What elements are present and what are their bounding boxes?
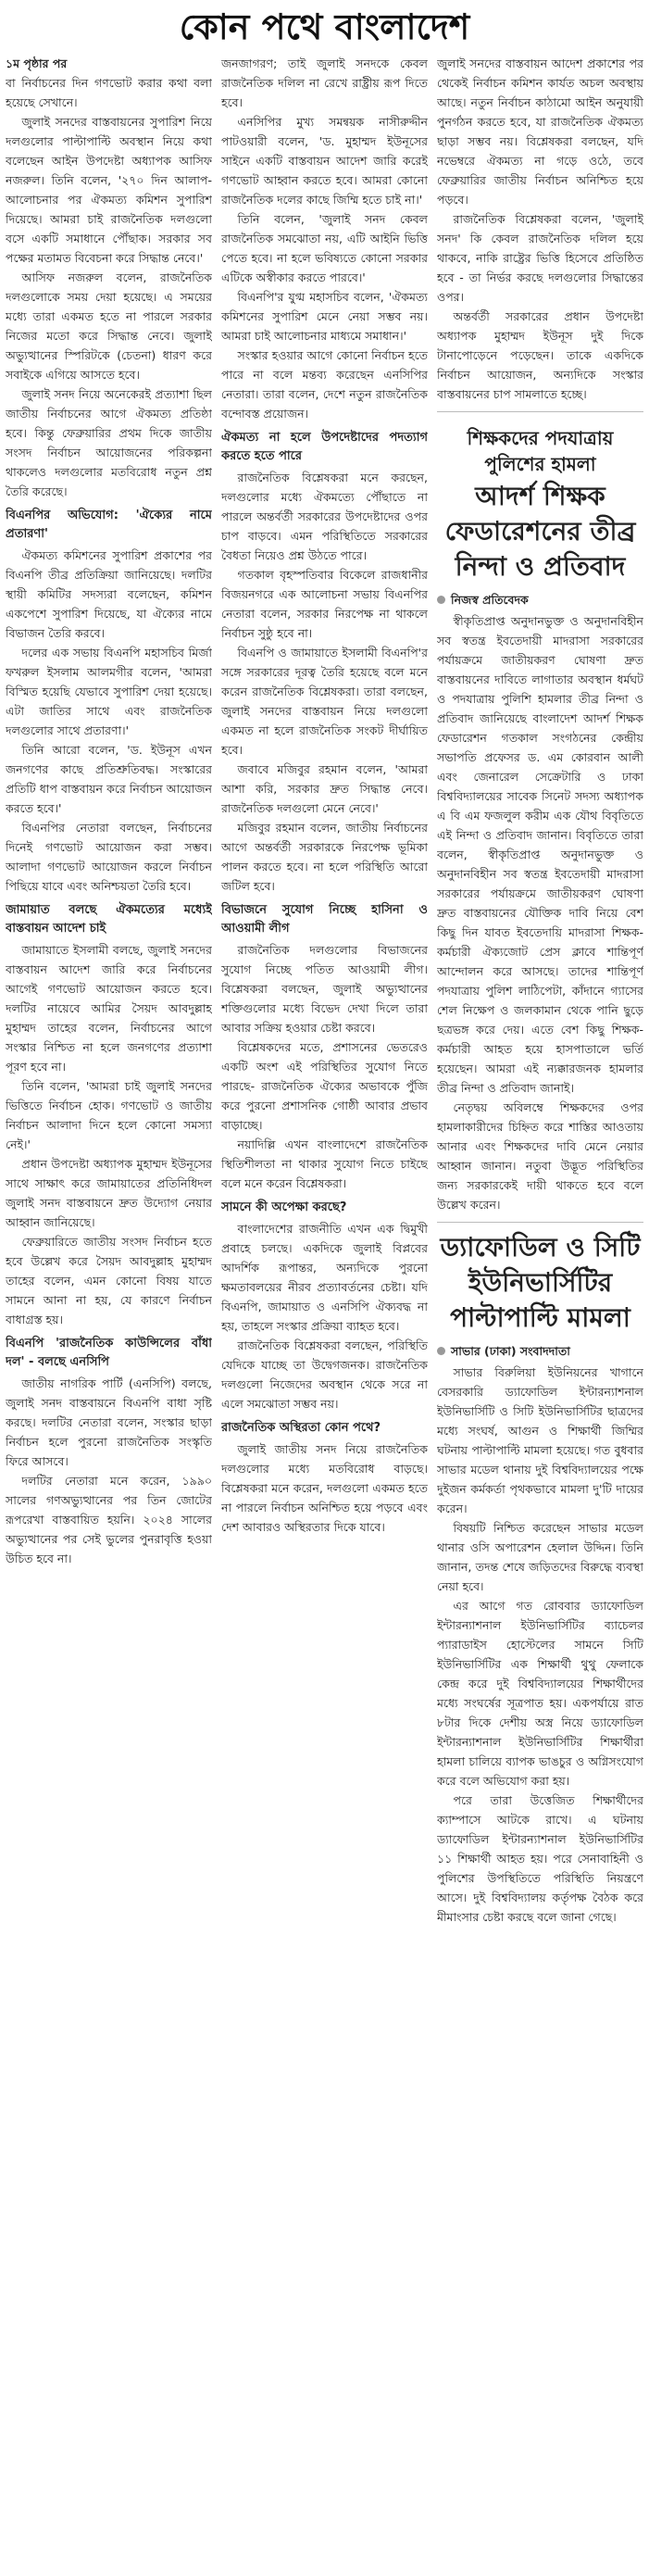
headline: ড্যাফোডিল ও সিটি ইউনিভার্সিটির পাল্টাপাল্টি মামলা bbox=[440, 1232, 641, 1333]
paragraph: নয়াদিল্লি এখন বাংলাদেশে রাজনৈতিক স্থিতিশীলতা না থাকার সুযোগ নিতে চাইছে বলে মনে করেন বিশ্লেষকরা। bbox=[221, 1137, 428, 1190]
paragraph: সংস্কার হওয়ার আগে কোনো নির্বাচন হতে পারে না বলে মন্তব্য করেছেন এনসিপির নেতারা। তারা বলেন, দেশে নতুন রাজনৈতিক বন্দোবস্ত প্রয়োজন। bbox=[221, 348, 428, 421]
divider bbox=[437, 1222, 643, 1223]
subheading: ঐকমত্য না হলে উপদেষ্টাদের পদত্যাগ করতে হতে পারে bbox=[221, 431, 428, 463]
paragraph: রাজনৈতিক বিশ্লেষকরা বলেন, 'জুলাই সনদ' কি কেবল রাজনৈতিক দলিল হয়ে থাকবে, নাকি রাষ্ট্রের ভিত্তি হিসেবে প্রতিষ্ঠিত হবে - তা নির্ভর করছে দলগুলোর সিদ্ধান্তের ওপর। bbox=[437, 212, 643, 304]
paragraph: মজিবুর রহমান বলেন, জাতীয় নির্বাচনের আগে অন্তর্বর্তী সরকারকে নিরপেক্ষ ভূমিকা পালন করতে হবে। না হলে পরিস্থিতি আরো জটিল হবে। bbox=[221, 821, 428, 893]
paragraph: রাজনৈতিক বিশ্লেষকরা মনে করছেন, দলগুলোর মধ্যে ঐকমত্যে পৌঁছাতে না পারলে অন্তর্বর্তী সরকারের উপদেষ্টাদের ওপর চাপ বাড়বে। এমন পরিস্থিতিতে সরকারের বৈধতা নিয়েও প্রশ্ন উঠতে পারে। bbox=[221, 471, 428, 562]
bullet-dot-icon bbox=[437, 596, 445, 604]
paragraph: জবাবে মজিবুর রহমান বলেন, 'আমরা আশা করি, সরকার দ্রুত সিদ্ধান্ত নেবে। রাজনৈতিক দলগুলো মেনে নেবে।' bbox=[221, 762, 428, 815]
paragraph: জামায়াতে ইসলামী বলছে, জুলাই সনদের বাস্তবায়ন আদেশ জারি করে নির্বাচনের আগেই গণভোট আয়োজন করতে হবে। দলটির নায়েবে আমির সৈয়দ আবদুল্লাহ মুহাম্মদ তাহের বলেন, নির্বাচনের আগে সংস্কার নিশ্চিত না হলে জনগণের প্রত্যাশা পূরণ হবে না। bbox=[6, 943, 212, 1074]
paragraph: অন্তর্বর্তী সরকারের প্রধান উপদেষ্টা অধ্যাপক মুহাম্মদ ইউনূস দুই দিকে টানাপোড়েনে পড়েছেন। তাকে একদিকে নির্বাচন আয়োজন, অন্যদিকে সংস্কার বাস্তবায়নের চাপ সামলাতে হচ্ছে। bbox=[437, 309, 643, 401]
paragraph: তিনি বলেন, 'আমরা চাই জুলাই সনদের ভিত্তিতে নির্বাচন হোক। গণভোট ও জাতীয় নির্বাচন আলাদা দিনে হলে কোনো সমস্যা নেই।' bbox=[6, 1079, 212, 1151]
subheading: জামায়াত বলছে ঐকমত্যের মধ্যেই বাস্তবায়ন আদেশ চাই bbox=[6, 903, 212, 936]
headline: আদর্শ শিক্ষক ফেডারেশনের তীব্র নিন্দা ও প্রতিবাদ bbox=[444, 481, 636, 582]
paragraph: বিষয়টি নিশ্চিত করেছেন সাভার মডেল থানার ওসি অপারেশন হেলাল উদ্দিন। তিনি জানান, তদন্ত শেষে জড়িতদের বিরুদ্ধে ব্যবস্থা নেয়া হবে। bbox=[437, 1521, 643, 1593]
subheading: রাজনৈতিক অস্থিরতা কোন পথে? bbox=[221, 1421, 381, 1435]
article-columns bbox=[0, 54, 649, 2569]
paragraph: তিনি আরো বলেন, 'ড. ইউনূস এখন জনগণের কাছে প্রতিশ্রুতিবদ্ধ। সংস্কারের প্রতিটি ধাপ বাস্তবায়ন করে নির্বাচন আয়োজন করতে হবে।' bbox=[6, 743, 212, 815]
paragraph: জুলাই সনদের বাস্তবায়ন আদেশ প্রকাশের পর থেকেই নির্বাচন কমিশন কার্যত অচল অবস্থায় আছে। নতুন নির্বাচন কাঠামো আইন অনুযায়ী পুনর্গঠন করতে হবে, যা রাজনৈতিক ঐকমত্য ছাড়া সম্ভব নয়। বিশ্লেষকরা বলছেন, যদি নভেম্বরে ঐকমত্য না গড়ে ওঠে, তবে ফেব্রুয়ারির জাতীয় নির্বাচন অনিশ্চিত হয়ে পড়বে। bbox=[437, 57, 643, 207]
byline bbox=[437, 590, 643, 609]
paragraph: ঐকমত্য কমিশনের সুপারিশ প্রকাশের পর বিএনপি তীব্র প্রতিক্রিয়া জানিয়েছে। দলটির স্থায়ী কমিটির সদস্যরা বলেছেন, কমিশন একপেশে সুপারিশ দিয়েছে, যা ঐক্যের নামে বিভাজন তৈরি করবে। bbox=[6, 548, 212, 640]
column-left bbox=[6, 54, 212, 2569]
subheading: বিভাজনে সুযোগ নিচ্ছে হাসিনা ও আওয়ামী লীগ bbox=[221, 903, 428, 936]
subheading: বিএনপি 'রাজনৈতিক কাউন্সিলের বাঁধা দল' - বলছে এনসিপি bbox=[6, 1337, 212, 1369]
paragraph: গতকাল বৃহস্পতিবার বিকেলে রাজধানীর বিজয়নগরে এক আলোচনা সভায় বিএনপির নেতারা বলেন, সরকার নিরপেক্ষ না থাকলে নির্বাচন সুষ্ঠু হবে না। bbox=[221, 568, 428, 640]
paragraph: প্রধান উপদেষ্টা অধ্যাপক মুহাম্মদ ইউনূসের সাথে সাক্ষাৎ করে জামায়াতের প্রতিনিধিদল জুলাই সনদ বাস্তবায়নে দ্রুত উদ্যোগ নেয়ার আহ্বান জানিয়েছে। bbox=[6, 1157, 212, 1229]
byline bbox=[437, 1341, 643, 1361]
paragraph: ফেব্রুয়ারিতে জাতীয় সংসদ নির্বাচন হতে হবে উল্লেখ করে সৈয়দ আবদুল্লাহ মুহাম্মদ তাহের বলেন, এমন কোনো বিষয় যাতে সামনে আনা না হয়, যে কারণে নির্বাচন বাধাগ্রস্ত হয়। bbox=[6, 1235, 212, 1326]
paragraph: বিএনপি'র যুগ্ম মহাসচিব বলেন, 'ঐকমত্য কমিশনের সুপারিশ মেনে নেয়া সম্ভব নয়। আমরা চাই আলোচনার মাধ্যমে সমাধান।' bbox=[221, 290, 428, 343]
paragraph: জনজাগরণ; তাই জুলাই সনদকে কেবল রাজনৈতিক দলিল না রেখে রাষ্ট্রীয় রূপ দিতে হবে। bbox=[221, 57, 428, 109]
paragraph: বা নির্বাচনের দিন গণভোট করার কথা বলা হয়েছে সেখানে। bbox=[6, 76, 212, 109]
paragraph: স্বীকৃতিপ্রাপ্ত অনুদানভুক্ত ও অনুদানবিহীন সব স্বতন্ত্র ইবতেদায়ী মাদরাসা সরকারের পর্যায়ক্রমে জাতীয়করণ ঘোষণা দ্রুত বাস্তবায়নের দাবিতে লাগাতার অবস্থান ধর্মঘট ও পদযাত্রায় পুলিশি হামলার তীব্র নিন্দা ও প্রতিবাদ জানিয়েছে বাংলাদেশ আদর্শ শিক্ষক ফেডারেশন গতকাল সংগঠনের কেন্দ্রীয় সভাপতি প্রফেসর ড. এম কোরবান আলী এবং জেনারেল সেক্রেটারি ও ঢাকা বিশ্ববিদ্যালয়ের সাবেক সিনেট সদস্য অধ্যাপক এ বি এম ফজলুল করীম এক যৌথ বিবৃতিতে এই নিন্দা ও প্রতিবাদ জানান। বিবৃতিতে তারা বলেন, স্বীকৃতিপ্রাপ্ত অনুদানভুক্ত ও অনুদানবিহীন সব স্বতন্ত্র ইবতেদায়ী মাদরাসা সরকারের পর্যায়ক্রমে জাতীয়করণ ঘোষণা দ্রুত বাস্তবায়নের যৌক্তিক দাবি নিয়ে বেশ কিছু দিন যাবত ইবতেদায়ি মাদরাসা শিক্ষক-কর্মচারী ঐক্যজোট প্রেস ক্লাবে শান্তিপূর্ণ আন্দোলন করে আসছে। তাদের শান্তিপূর্ণ পদযাত্রায় পুলিশ লাঠিপেটা, কাঁদানে গ্যাসের শেল নিক্ষেপ ও জলকামান থেকে পানি ছুড়ে ছত্রভঙ্গ করে দেয়। এতে বেশ কিছু শিক্ষক-কর্মচারী আহত হয়ে হাসপাতালে ভর্তি হয়েছেন। আমরা এই ন্যক্কারজনক হামলার তীব্র নিন্দা ও প্রতিবাদ জানাই। bbox=[437, 614, 643, 1095]
paragraph: তিনি বলেন, 'জুলাই সনদ কেবল রাজনৈতিক সমঝোতা নয়, এটি আইনি ভিত্তি পেতে হবে। না হলে ভবিষ্যতে কোনো সরকার এটিকে অস্বীকার করতে পারবে।' bbox=[221, 212, 428, 284]
paragraph: এর আগে গত রোববার ড্যাফোডিল ইন্টারন্যাশনাল ইউনিভার্সিটির ব্যাচেলর প্যারাডাইস হোস্টেলের সামনে সিটি ইউনিভার্সিটির এক শিক্ষার্থী থুথু ফেলাকে কেন্দ্র করে দুই বিশ্ববিদ্যালয়ের শিক্ষার্থীদের মধ্যে সংঘর্ষের সূত্রপাত হয়। একপর্যায়ে রাত ৮টার দিকে দেশীয় অস্ত্র নিয়ে ড্যাফোডিল ইন্টারন্যাশনাল ইউনিভার্সিটির শিক্ষার্থীরা হামলা চালিয়ে ব্যাপক ভাঙচুর ও অগ্নিসংযোগ করে বলে অভিযোগ করা হয়। bbox=[437, 1599, 643, 1788]
paragraph: সাভার বিরুলিয়া ইউনিয়নের খাগানে বেসরকারি ড্যাফোডিল ইন্টারন্যাশনাল ইউনিভার্সিটি ও সিটি ইউনিভার্সিটির ছাত্রদের মধ্যে সংঘর্ষ, আগুন ও শিক্ষার্থী জিম্মির ঘটনায় পাল্টাপাল্টি মামলা হয়েছে। গত বুধবার সাভার মডেল থানায় দুই বিশ্ববিদ্যালয়ের পক্ষে দুইজন কর্মকর্তা পৃথকভাবে মামলা দু'টি দায়ের করেন। bbox=[437, 1365, 643, 1515]
paragraph: নেতৃদ্বয় অবিলম্বে শিক্ষকদের ওপর হামলাকারীদের চিহ্নিত করে শাস্তির আওতায় আনার এবং শিক্ষকদের দাবি মেনে নেয়ার আহ্বান জানান। নতুবা উদ্ভূত পরিস্থিতির জন্য সরকারকেই দায়ী থাকতে হবে বলে উল্লেখ করেন। bbox=[437, 1100, 643, 1212]
paragraph: এনসিপির মুখ্য সমন্বয়ক নাসীরুদ্দীন পাটওয়ারী বলেন, 'ড. মুহাম্মদ ইউনূসের সাইনে একটি বাস্তবায়ন আদেশ জারি করেই গণভোট আহ্বান করতে হবে। আমরা কোনো রাজনৈতিক দলের কাছে জিম্মি হতে চাই না।' bbox=[221, 115, 428, 207]
paragraph: দলের এক সভায় বিএনপি মহাসচিব মির্জা ফখরুল ইসলাম আলমগীর বলেন, 'আমরা বিস্মিত হয়েছি যেভাবে সুপারিশ দেয়া হয়েছে। এটা জাতির সাথে এবং রাজনৈতিক দলগুলোর সাথে প্রতারণা।' bbox=[6, 646, 212, 737]
divider bbox=[437, 411, 643, 412]
page-title: কোন পথে বাংলাদেশ bbox=[179, 6, 470, 47]
paragraph: আসিফ নজরুল বলেন, রাজনৈতিক দলগুলোকে সময় দেয়া হয়েছে। এ সময়ের মধ্যে তারা একমত হতে না পারলে সরকার নিজের মতো করে সিদ্ধান্ত নেবে। জুলাই অভ্যুত্থানের স্পিরিটকে (চেতনা) ধারণ করে সবাইকে এগিয়ে আসতে হবে। bbox=[6, 270, 212, 382]
paragraph: পরে তারা উত্তেজিত শিক্ষার্থীদের ক্যাম্পাসে আটকে রাখে। এ ঘটনায় ড্যাফোডিল ইন্টারন্যাশনাল ইউনিভার্সিটির ১১ শিক্ষার্থী আহত হয়। পরে সেনাবাহিনী ও পুলিশের উপস্থিতিতে পরিস্থিতি নিয়ন্ত্রণে আসে। দুই বিশ্ববিদ্যালয় কর্তৃপক্ষ বৈঠক করে মীমাংসার চেষ্টা করছে বলে জানা গেছে। bbox=[437, 1793, 643, 1924]
paragraph: বিশ্লেষকদের মতে, প্রশাসনের ভেতরেও একটি অংশ এই পরিস্থিতির সুযোগ নিতে পারছে- রাজনৈতিক ঐক্যের অভাবকে পুঁজি করে পুরনো প্রশাসনিক গোষ্ঠী আবার প্রভাব বাড়াচ্ছে। bbox=[221, 1040, 428, 1132]
paragraph: বিএনপির নেতারা বলছেন, নির্বাচনের দিনেই গণভোট আয়োজন করা সম্ভব। আলাদা গণভোট আয়োজন করলে নির্বাচন পিছিয়ে যাবে এবং অনিশ্চয়তা তৈরি হবে। bbox=[6, 821, 212, 893]
column-middle bbox=[221, 54, 428, 2569]
paragraph: বাংলাদেশের রাজনীতি এখন এক দ্বিমুখী প্রবাহে চলছে। একদিকে জুলাই বিপ্লবের আদর্শিক রূপান্তর, অন্যদিকে পুরনো ক্ষমতাবলয়ের নীরব প্রত্যাবর্তনের চেষ্টা। যদি বিএনপি, জামায়াত ও এনসিপি ঐক্যবদ্ধ না হয়, তাহলে সংস্কার প্রক্রিয়া ব্যাহত হবে। bbox=[221, 1222, 428, 1333]
paragraph: দলটির নেতারা মনে করেন, ১৯৯০ সালের গণঅভ্যুত্থানের পর তিন জোটের রূপরেখা বাস্তবায়িত হয়নি। ২০২৪ সালের অভ্যুত্থানের পর সেই ভুলের পুনরাবৃত্তি হওয়া উচিত হবে না। bbox=[6, 1474, 212, 1565]
byline-text: নিজস্ব প্রতিবেদক bbox=[451, 593, 529, 607]
column-right bbox=[437, 54, 643, 2569]
byline-text: সাভার (ঢাকা) সংবাদদাতা bbox=[451, 1344, 570, 1358]
continuation-kicker: ১ম পৃষ্ঠার পর bbox=[6, 57, 68, 70]
paragraph: জুলাই সনদ নিয়ে অনেকেরই প্রত্যাশা ছিল জাতীয় নির্বাচনের আগে ঐকমত্য প্রতিষ্ঠা হবে। কিন্তু ফেব্রুয়ারির প্রথম দিকে জাতীয় সংসদ নির্বাচন আয়োজনের পরিকল্পনা থাকলেও দলগুলোর মতবিরোধ নতুন প্রশ্ন তৈরি করেছে। bbox=[6, 387, 212, 498]
paragraph: বিএনপি ও জামায়াতে ইসলামী বিএনপি'র সঙ্গে সরকারের দূরত্ব তৈরি হয়েছে বলে মনে করেন রাজনৈতিক বিশ্লেষকরা। তারা বলছেন, জুলাই সনদের বাস্তবায়ন নিয়ে দলগুলো একমত না হলে রাজনৈতিক সংকট দীর্ঘায়িত হবে। bbox=[221, 646, 428, 757]
subheading: সামনে কী অপেক্ষা করছে? bbox=[221, 1200, 347, 1214]
subheading: বিএনপির অভিযোগ: 'ঐক্যের নামে প্রতারণা' bbox=[6, 509, 212, 541]
headline-kicker: শিক্ষকদের পদযাত্রায় পুলিশের হামলা bbox=[467, 427, 614, 475]
bullet-dot-icon bbox=[437, 1347, 445, 1355]
paragraph: রাজনৈতিক বিশ্লেষকরা বলছেন, পরিস্থিতি যেদিকে যাচ্ছে তা উদ্বেগজনক। রাজনৈতিক দলগুলো নিজেদের অবস্থান থেকে সরে না এলে সমঝোতা সম্ভব নয়। bbox=[221, 1338, 428, 1411]
paragraph: জুলাই সনদের বাস্তবায়নের সুপারিশ নিয়ে দলগুলোর পাল্টাপাল্টি অবস্থান নিয়ে কথা বলেছেন আইন উপদেষ্টা অধ্যাপক আসিফ নজরুল। তিনি বলেন, '২৭০ দিন আলাপ-আলোচনার পর ঐকমত্য কমিশন সুপারিশ দিয়েছে। আমরা চাই রাজনৈতিক দলগুলো বসে একটি সমাধানে পৌঁছাক। সরকার সব পক্ষের মতামত বিবেচনা করে সিদ্ধান্ত নেবে।' bbox=[6, 115, 212, 265]
paragraph: জুলাই জাতীয় সনদ নিয়ে রাজনৈতিক দলগুলোর মধ্যে মতবিরোধ বাড়ছে। বিশ্লেষকরা মনে করেন, দলগুলো একমত হতে না পারলে নির্বাচন অনিশ্চিত হয়ে পড়বে এবং দেশ আবারও অস্থিরতার দিকে যাবে। bbox=[221, 1442, 428, 1534]
paragraph: রাজনৈতিক দলগুলোর বিভাজনের সুযোগ নিচ্ছে পতিত আওয়ামী লীগ। বিশ্লেষকরা বলছেন, জুলাই অভ্যুত্থানের শক্তিগুলোর মধ্যে বিভেদ দেখা দিলে তারা আবার সক্রিয় হওয়ার চেষ্টা করবে। bbox=[221, 943, 428, 1035]
paragraph: জাতীয় নাগরিক পার্টি (এনসিপি) বলছে, জুলাই সনদ বাস্তবায়নে বিএনপি বাধা সৃষ্টি করছে। দলটির নেতারা বলেন, সংস্কার ছাড়া নির্বাচন হলে পুরনো রাজনৈতিক সংস্কৃতি ফিরে আসবে। bbox=[6, 1376, 212, 1468]
